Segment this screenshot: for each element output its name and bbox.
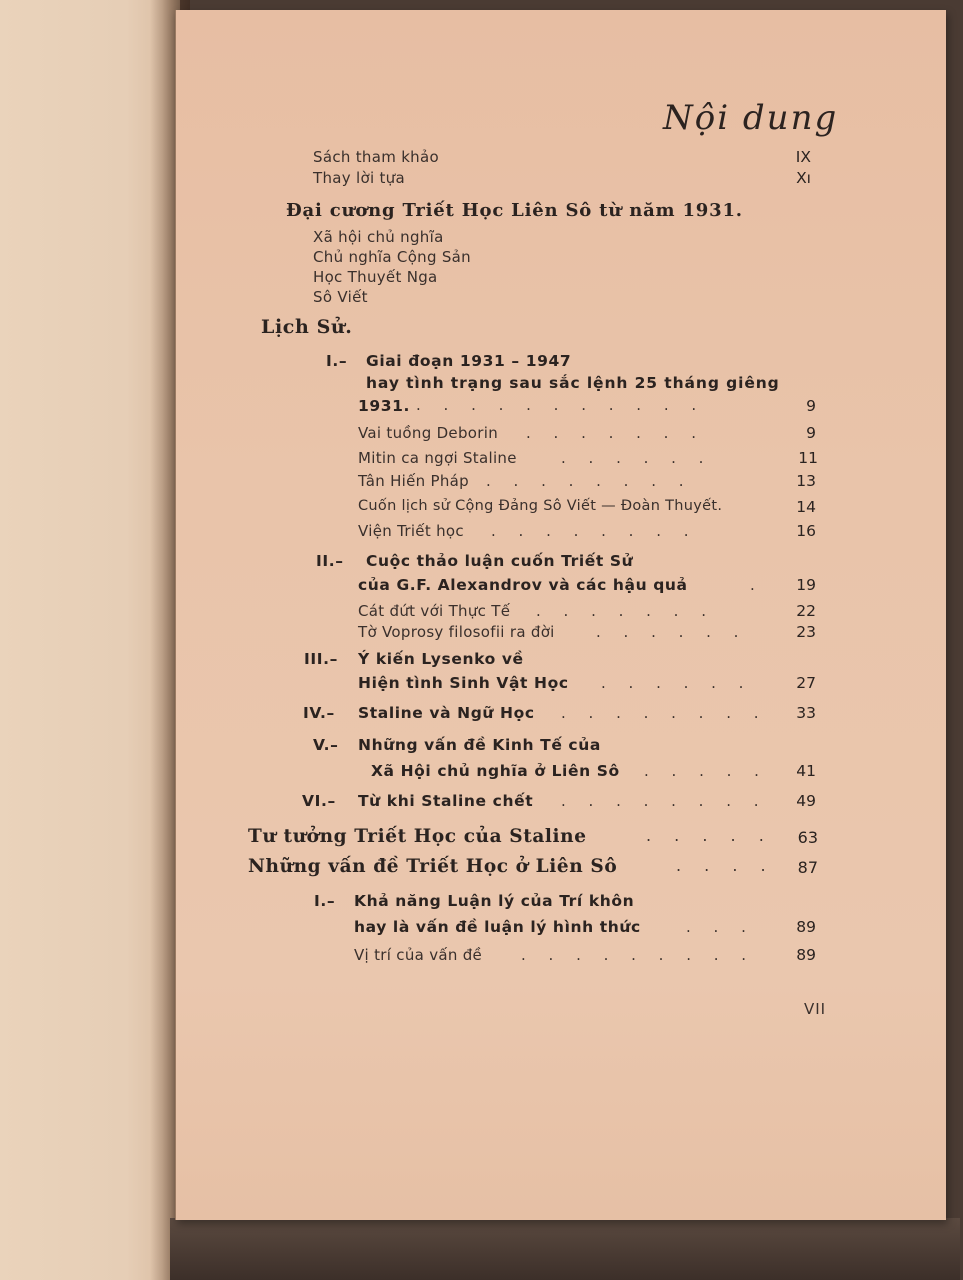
leader-dots: . . . . . . . . . . . [416,396,706,414]
leader-dots: . . . . . . . . [561,792,768,810]
part-title: Đại cương Triết Học Liên Sô từ năm 1931. [286,200,743,221]
toc-subitem-page: 11 [798,449,818,467]
toc-subitem-page: 22 [796,602,816,620]
section-title-line: Xã Hội chủ nghĩa ở Liên Sô [371,762,620,780]
section-title-line: Hiện tình Sinh Vật Học [358,674,569,692]
contents-page [175,10,946,1220]
leader-dots: . [750,576,764,594]
page-folio: VII [804,1000,827,1018]
section-title-line: Giai đoạn 1931 – 1947 [366,352,572,370]
toc-subitem: Xã hội chủ nghĩa [313,228,444,246]
toc-subitem: Vị trí của vấn đề [354,946,483,964]
leader-dots: . . . . [676,856,775,875]
section-title-line: Từ khi Staline chết [358,792,534,810]
section-number: I.– [314,892,336,910]
section-number: I.– [326,352,348,370]
toc-entry-page: Xı [796,169,811,187]
section-page: 27 [796,674,816,692]
leader-dots: . . . . . . . . [486,472,693,490]
leader-dots: . . . . . [646,826,773,845]
toc-entry-label: Sách tham khảo [313,148,439,166]
section-title-line: Ý kiến Lysenko về [358,650,524,668]
toc-subitem-page: 9 [806,424,816,442]
section-number: V.– [313,736,339,754]
section-title-line: của G.F. Alexandrov và các hậu quả [358,576,688,594]
section-title-line: Những vấn đề Kinh Tế của [358,736,601,754]
section-page: 19 [796,576,816,594]
section-number: VI.– [302,792,336,810]
section-title-line: 1931. [358,397,411,415]
leader-dots: . . . . . . [601,674,753,692]
chapter-page: 87 [797,858,818,877]
section-title-line: Staline và Ngữ Học [358,704,535,722]
toc-subitem: Cuốn lịch sử Cộng Đảng Sô Viết — Đoàn Thuyết. [358,498,723,514]
part-title: Lịch Sử. [261,316,353,338]
chapter-title: Những vấn đề Triết Học ở Liên Sô [248,856,618,877]
leader-dots: . . . . . . . . [561,704,768,722]
leader-dots: . . . . . . [561,449,713,467]
toc-subitem-page: 14 [796,498,816,516]
section-title-line: hay tình trạng sau sắc lệnh 25 tháng giêng [366,374,780,392]
section-page: 89 [796,918,816,936]
toc-entry-page: IX [795,148,811,166]
toc-subitem-page: 89 [796,946,816,964]
section-title-line: hay là vấn đề luận lý hình thức [354,918,641,936]
chapter-title: Tư tưởng Triết Học của Staline [248,826,587,847]
toc-subitem: Tân Hiến Pháp [358,472,469,490]
toc-subitem: Vai tuồng Deborin [358,424,499,442]
toc-subitem: Học Thuyết Nga [313,268,438,286]
section-title-line: Khả năng Luận lý của Trí khôn [354,892,635,910]
leader-dots: . . . . . . [596,623,748,641]
section-page: 49 [796,792,816,810]
leader-dots: . . . [686,918,755,936]
section-number: II.– [316,552,344,570]
section-page: 41 [796,762,816,780]
toc-entry-label: Thay lời tựa [313,169,405,187]
section-title-line: Cuộc thảo luận cuốn Triết Sử [366,552,634,570]
page-heading: Nội dung [663,98,839,138]
leader-dots: . . . . . . . . [491,522,698,540]
section-number: III.– [304,650,338,668]
toc-subitem: Viện Triết học [358,522,464,540]
toc-subitem: Mitin ca ngợi Staline [358,449,517,467]
leader-dots: . . . . . . . . . [521,946,756,964]
toc-subitem-page: 16 [796,522,816,540]
section-page: 9 [806,397,816,415]
toc-subitem: Chủ nghĩa Cộng Sản [313,248,471,266]
toc-subitem: Sô Viết [313,288,368,306]
leader-dots: . . . . . . . [536,602,715,620]
leader-dots: . . . . . . . [526,424,705,442]
toc-subitem-page: 23 [796,623,816,641]
toc-subitem: Tờ Voprosy filosofii ra đời [358,623,555,641]
chapter-page: 63 [797,828,818,847]
section-number: IV.– [303,704,335,722]
leader-dots: . . . . . [644,762,768,780]
toc-subitem: Cát đứt với Thực Tế [358,602,511,620]
table-surface [170,1218,960,1280]
section-page: 33 [796,704,816,722]
toc-subitem-page: 13 [796,472,816,490]
